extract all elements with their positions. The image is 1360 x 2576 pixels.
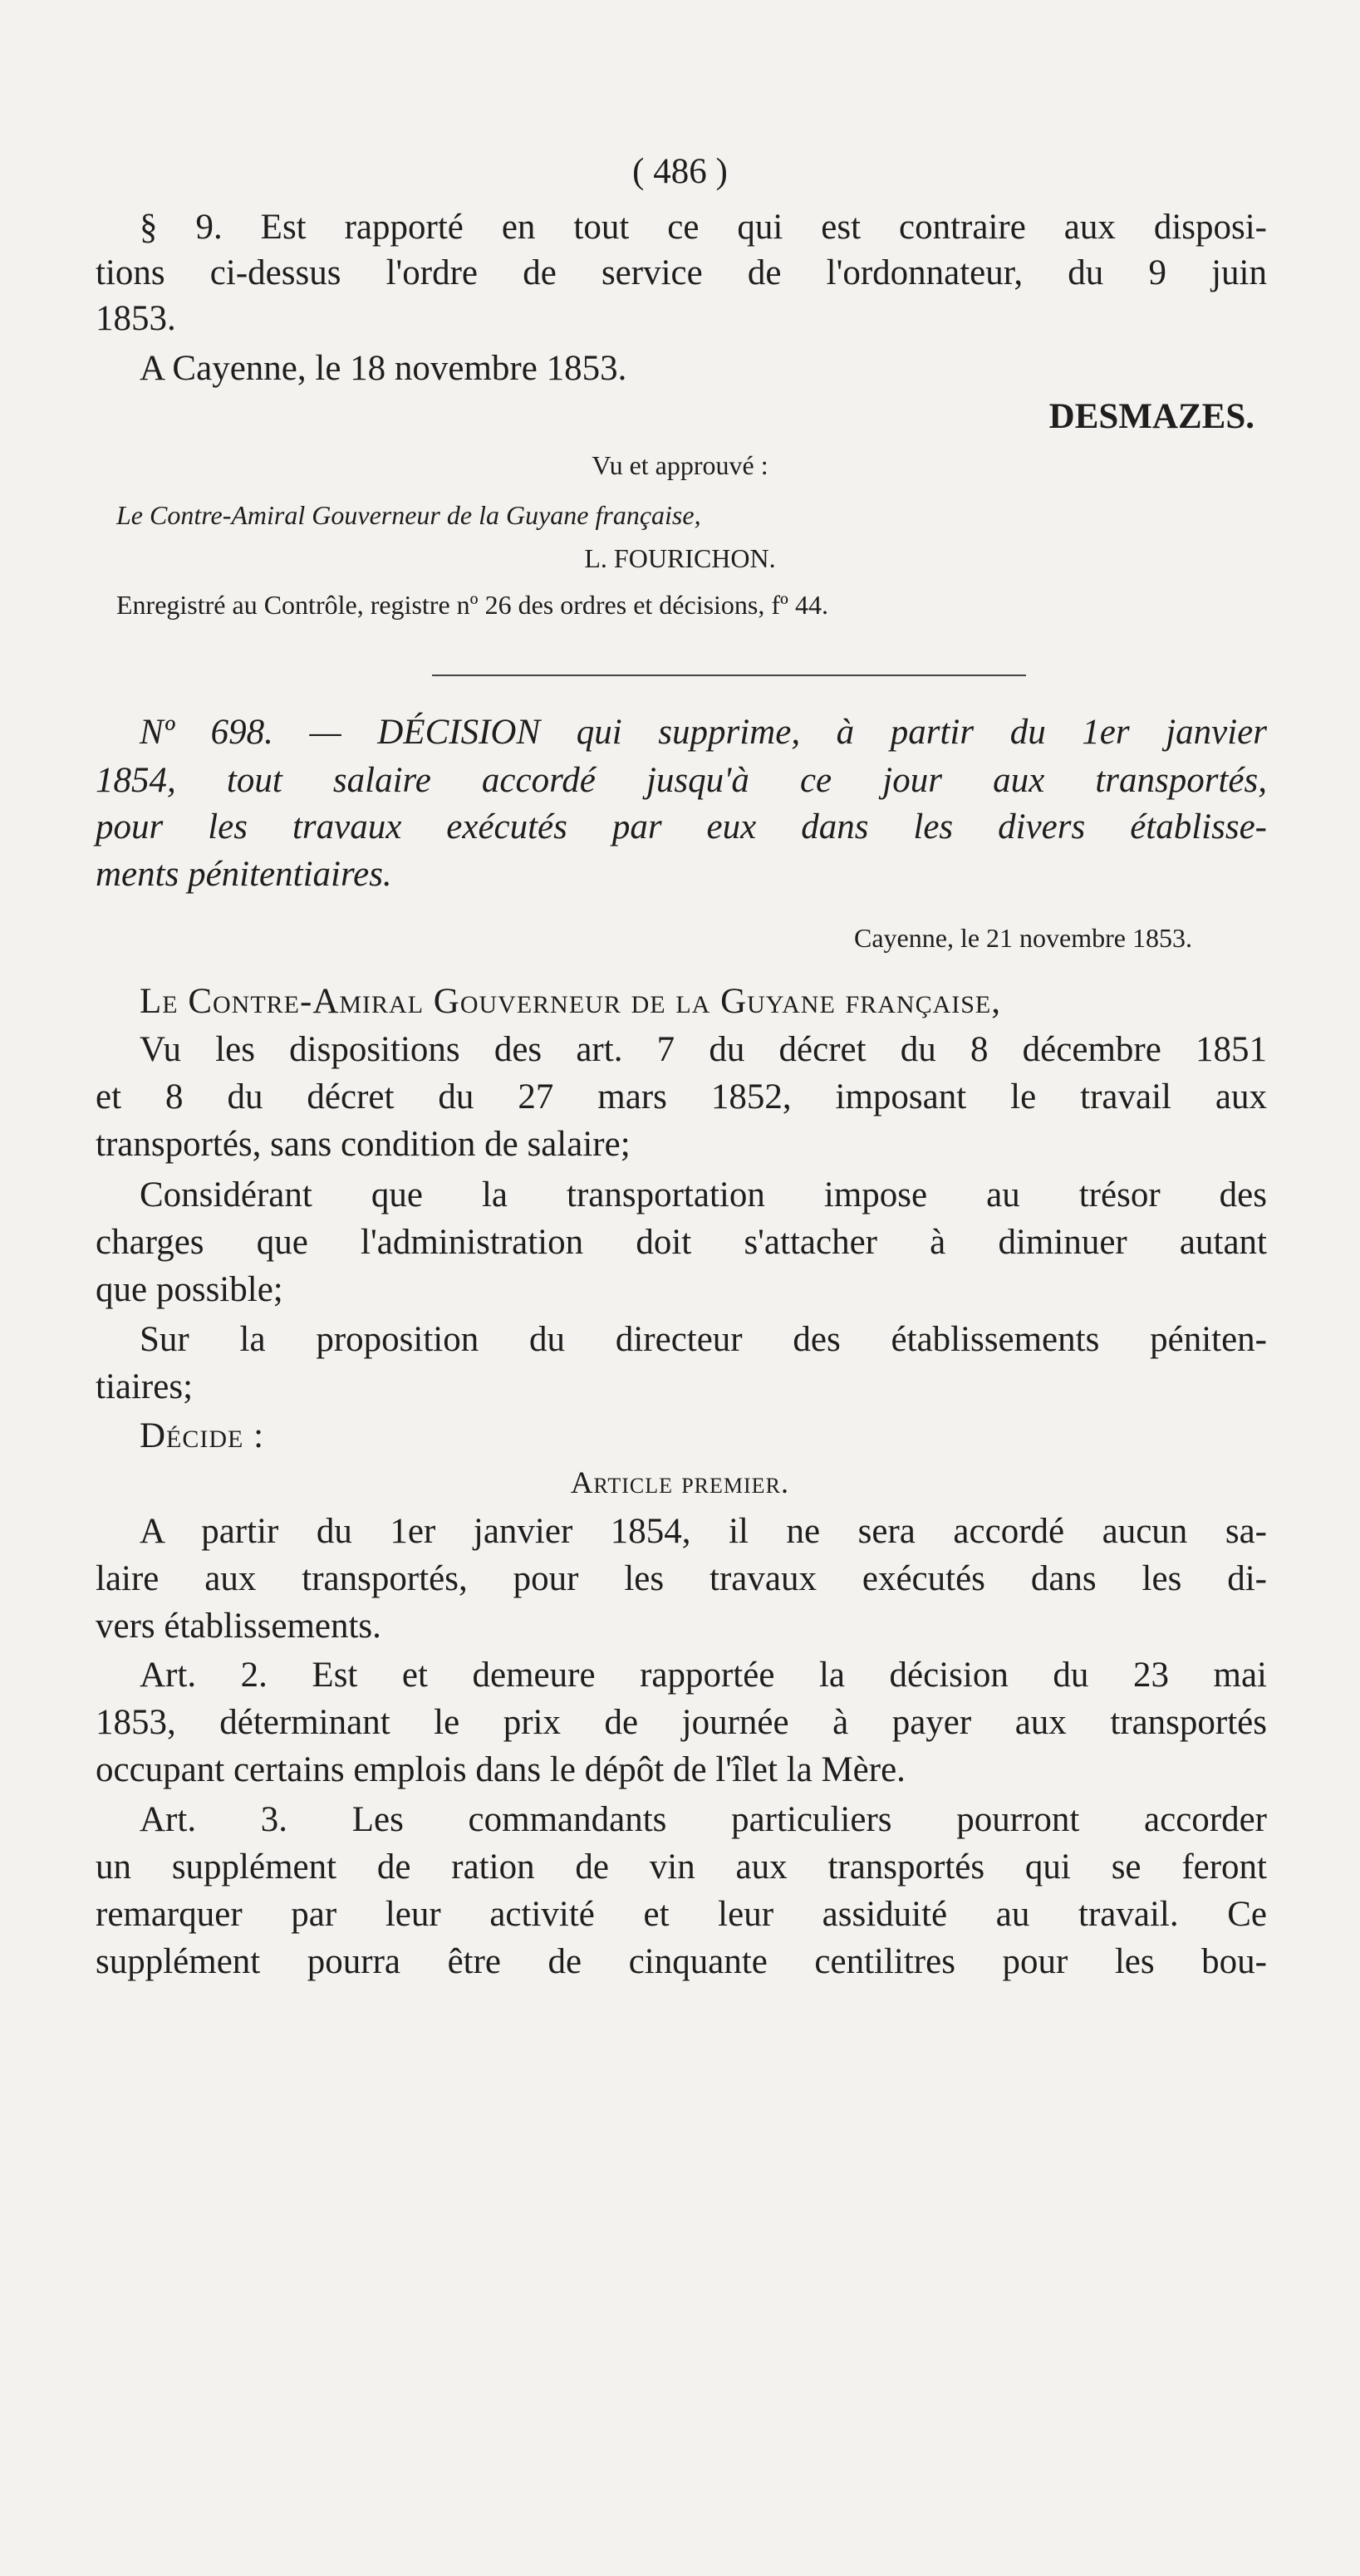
article-2-line-2: 1853, déterminant le prix de journée à payer aux transportés (96, 1703, 1267, 1742)
article-2-line-3: occupant certains emplois dans le dépôt de l'îlet la Mère. (96, 1750, 906, 1789)
vu-line-2: et 8 du décret du 27 mars 1852, imposant le travail aux (96, 1077, 1267, 1116)
section-9-line-1: § 9. Est rapporté en tout ce qui est contraire aux disposi- (140, 208, 1267, 247)
decision-heading-line-3: pour les travaux exécutés par eux dans les divers établisse- (96, 807, 1267, 846)
decide-label: Décide : (140, 1416, 265, 1455)
section-9-line-2: tions ci-dessus l'ordre de service de l'ordonnateur, du 9 juin (96, 253, 1267, 292)
section-divider (432, 675, 1026, 676)
governor-line: Le Contre-Amiral Gouverneur de la Guyane française, (140, 982, 1001, 1021)
article-1-line-1: A partir du 1er janvier 1854, il ne sera accordé aucun sa- (140, 1512, 1267, 1551)
considerant-line-3: que possible; (96, 1270, 283, 1309)
decision-heading-line-1: Nº 698. — DÉCISION qui supprime, à partir du 1er janvier (140, 713, 1267, 752)
article-3-line-4: supplément pourra être de cinquante centilitres pour les bou- (96, 1942, 1267, 1981)
place-date-1: A Cayenne, le 18 novembre 1853. (140, 349, 627, 388)
approver-name: L. FOURICHON. (584, 543, 776, 573)
article-premier-heading: Article premier. (570, 1466, 790, 1500)
vu-line-3: transportés, sans condition de salaire; (96, 1125, 631, 1164)
proposition-line-2: tiaires; (96, 1367, 194, 1406)
approver-title: Le Contre-Amiral Gouverneur de la Guyane française, (116, 500, 701, 530)
vu-line-1: Vu les dispositions des art. 7 du décret du 8 décembre 1851 (140, 1030, 1267, 1069)
considerant-line-1: Considérant que la transportation impose au trésor des (140, 1175, 1267, 1214)
considerant-line-2: charges que l'administration doit s'attacher à diminuer autant (96, 1223, 1267, 1262)
place-date-2: Cayenne, le 21 novembre 1853. (854, 923, 1192, 953)
page-number: ( 486 ) (632, 152, 728, 191)
article-3-line-1: Art. 3. Les commandants particuliers pourront accorder (140, 1800, 1267, 1839)
article-2-line-1: Art. 2. Est et demeure rapportée la décision du 23 mai (140, 1656, 1267, 1695)
decision-heading-line-4: ments pénitentiaires. (96, 855, 392, 894)
proposition-line-1: Sur la proposition du directeur des établissements péniten- (140, 1320, 1267, 1359)
article-3-line-2: un supplément de ration de vin aux transportés qui se feront (96, 1847, 1267, 1887)
section-9-line-3: 1853. (96, 299, 176, 338)
article-3-line-3: remarquer par leur activité et leur assiduité au travail. Ce (96, 1895, 1267, 1934)
decision-heading-line-2: 1854, tout salaire accordé jusqu'à ce jour aux transportés, (96, 761, 1267, 800)
approval-label: Vu et approuvé : (592, 450, 768, 480)
article-1-line-3: vers établissements. (96, 1607, 381, 1646)
article-1-line-2: laire aux transportés, pour les travaux exécutés dans les di- (96, 1559, 1267, 1598)
signature-1: DESMAZES. (1048, 397, 1254, 436)
registration-note: Enregistré au Contrôle, registre nº 26 des ordres et décisions, fº 44. (116, 590, 828, 620)
